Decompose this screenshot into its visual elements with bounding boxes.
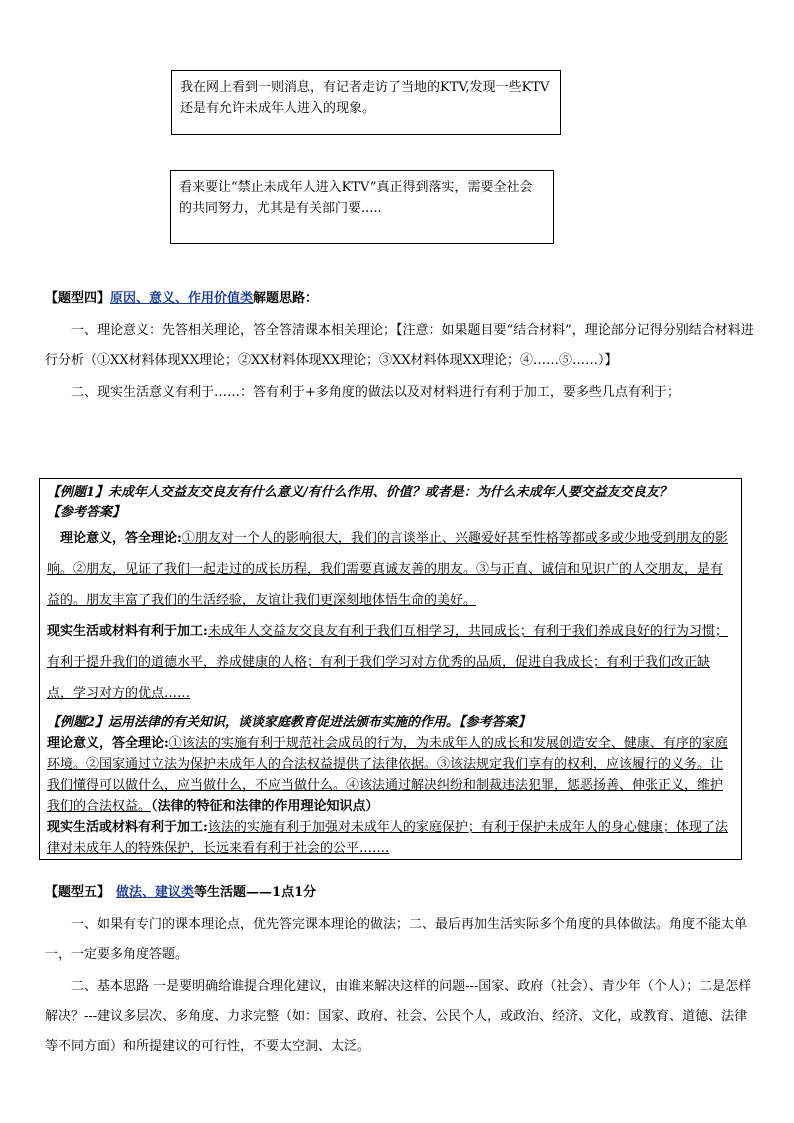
type5-point-2: 二、基本思路 一是要明确给谁提合理化建议，由谁来解决这样的问题---国家、政府（社会）、青少年（个人）；二是怎样解决？---建议多层次、多角度、力求完整（如：国家、政府、社会、公民个人，或政治、经济、文化，或教育、道德、法律等不同方面）和所提建议的可行性，不要太空洞、太泛。 <box>45 979 752 1054</box>
example1-real-text: 未成年人交益友交良友有利于我们互相学习，共同成长；有利于我们养成良好的行为习惯；有利于提升我们的道德水平，养成健康的人格；有利于我们学习对方优秀的品质，促进自我成长；有利于我们改正缺点，学习对方的优点…… <box>47 624 728 701</box>
example2-real-text: 该法的实施有利于加强对未成年人的家庭保护；有利于保护未成年人的身心健康；体现了法律对未成年人的特殊保护，长远来看有利于社会的公平……. <box>47 820 728 856</box>
example1-theory-text: ①朋友对一个人的影响很大，我们的言谈举止、兴趣爱好甚至性格等都或多或少地受到朋友的影响。②朋友，见证了我们一起走过的成长历程，我们需要真诚友善的朋友。③与正直、诚信和见识广的人交朋友，是有益的。朋友丰富了我们的生活经验，友谊让我们更深刻地体悟生命的美好。 <box>47 531 728 608</box>
example2-real <box>47 817 735 859</box>
type5-heading <box>45 878 760 908</box>
example2-theory <box>47 733 735 817</box>
type5-suffix: 等生活题——1点1分 <box>194 885 317 900</box>
example1-title: 【例题1】未成年人交益友交良友有什么意义/有什么作用、价值？或者是：为什么未成年人要交益友交良友？ <box>47 485 672 500</box>
example1-real-label: 现实生活或材料有利于加工: <box>47 624 208 639</box>
example1-theory-label: 理论意义，答全理论: <box>60 531 182 546</box>
type5-prefix: 【题型五】 <box>45 885 111 900</box>
type4-point-1: 一、理论意义：先答相关理论，答全答清课本相关理论；【注意：如果题目要“结合材料”，理论部分记得分别结合材料进行分析（①XX材料体现XX理论；②XX材料体现XX理论；③XX材料体现XX理论；④……⑤……）】 <box>45 323 754 368</box>
type4-point-2: 二、现实生活意义有利于……：答有利于+多角度的做法以及对材料进行有利于加工，要多些几点有利于； <box>71 385 680 400</box>
example2-theory-note: （法律的特征和法律的作用理论知识点） <box>151 799 379 814</box>
example1-real <box>47 616 735 709</box>
type5-link[interactable]: 做法、建议类 <box>116 885 195 900</box>
type4-suffix: 解题思路： <box>253 291 319 306</box>
example1-answer-label: 【参考答案】 <box>47 505 126 520</box>
quote-box-1-text: 我在网上看到一则消息，有记者走访了当地的KTV,发现一些KTV还是有允许未成年人进入的现象。 <box>180 80 550 116</box>
type4-heading <box>45 284 760 314</box>
example2-title: 【例题2】运用法律的有关知识，谈谈家庭教育促进法颁布实施的作用。【参考答案】 <box>47 715 531 730</box>
example2-real-label: 现实生活或材料有利于加工: <box>47 820 208 835</box>
quote-box-1 <box>171 70 561 135</box>
example2-theory-text: ①该法的实施有利于规范社会成员的行为，为未成年人的成长和发展创造安全、健康、有序的家庭环境。②国家通过立法为保护未成年人的合法权益提供了法律依据。③该法规定我们享有的权利，应该履行的义务。让我们懂得可以做什么，应当做什么，不应当做什么。④该法通过解决纠纷和制裁违法犯罪，惩恶扬善、伸张正义，维护我们的合法权益。 <box>47 736 728 814</box>
example1-theory <box>47 523 735 616</box>
example2-theory-label: 理论意义，答全理论: <box>47 736 169 751</box>
quote-box-2-text: 看来要让“禁止未成年人进入KTV”真正得到落实，需要全社会的共同努力，尤其是有关部门要..... <box>179 180 533 216</box>
quote-box-2 <box>170 170 554 244</box>
type5-point-1: 一、如果有专门的课本理论点，优先答完课本理论的做法；二、最后再加生活实际多个角度的具体做法。角度不能太单一，一定要多角度答题。 <box>45 917 748 962</box>
type4-prefix: 【题型四】 <box>45 291 111 306</box>
example-box <box>39 478 742 860</box>
type4-link[interactable]: 原因、意义、作用价值类 <box>110 291 254 306</box>
